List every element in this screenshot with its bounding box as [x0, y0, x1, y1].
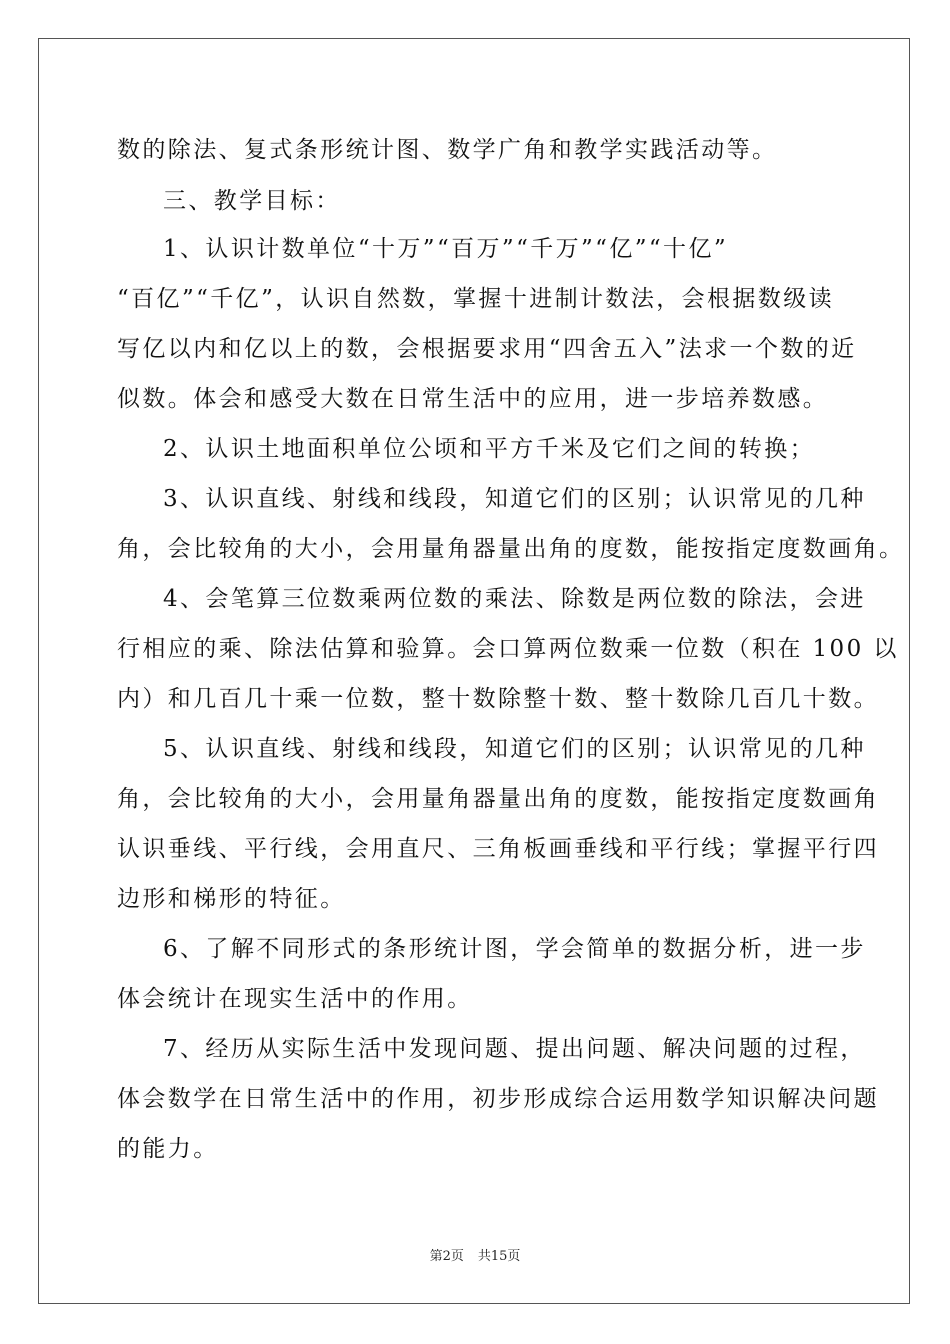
goal-1-line-1: 1、认识计数单位“十万”“百万”“千万”“亿”“十亿” [163, 236, 729, 262]
goal-4-line-1: 4、会笔算三位数乘两位数的乘法、除数是两位数的除法，会进 [163, 586, 866, 612]
page-footer [0, 1248, 950, 1266]
text-line-1: 数的除法、复式条形统计图、数学广角和教学实践活动等。 [117, 137, 778, 163]
goal-5-line-2: 角，会比较角的大小，会用量角器量出角的度数，能按指定度数画角 [117, 786, 879, 812]
goal-7-line-2: 体会数学在日常生活中的作用，初步形成综合运用数学知识解决问题 [117, 1086, 879, 1112]
goal-1-line-2: “百亿”“千亿”，认识自然数，掌握十进制计数法，会根据数级读 [117, 286, 835, 312]
goal-2-line-1: 2、认识土地面积单位公顷和平方千米及它们之间的转换； [163, 436, 816, 462]
section-heading: 三、教学目标： [163, 188, 341, 214]
goal-5-line-4: 边形和梯形的特征。 [117, 886, 346, 912]
goal-4-line-3: 内）和几百几十乘一位数，整十数除整十数、整十数除几百几十数。 [117, 686, 879, 712]
goal-3-line-2: 角，会比较角的大小，会用量角器量出角的度数，能按指定度数画角。 [117, 536, 905, 562]
goal-5-line-3: 认识垂线、平行线，会用直尺、三角板画垂线和平行线；掌握平行四 [117, 836, 879, 862]
goal-3-line-1: 3、认识直线、射线和线段，知道它们的区别；认识常见的几种 [163, 486, 866, 512]
goal-6-line-1: 6、了解不同形式的条形统计图，学会简单的数据分析，进一步 [163, 936, 866, 962]
page-number-total: 共15页 [477, 1249, 521, 1264]
goal-4-line-2: 行相应的乘、除法估算和验算。会口算两位数乘一位数（积在 100 以 [117, 636, 899, 662]
goal-5-line-1: 5、认识直线、射线和线段，知道它们的区别；认识常见的几种 [163, 736, 866, 762]
goal-6-line-2: 体会统计在现实生活中的作用。 [117, 986, 473, 1012]
goal-7-line-3: 的能力。 [117, 1136, 219, 1162]
page-number-current: 第2页 [429, 1249, 464, 1264]
goal-1-line-4: 似数。体会和感受大数在日常生活中的应用，进一步培养数感。 [117, 386, 829, 412]
goal-7-line-1: 7、经历从实际生活中发现问题、提出问题、解决问题的过程， [163, 1036, 866, 1062]
page-border [38, 38, 910, 1304]
goal-1-line-3: 写亿以内和亿以上的数，会根据要求用“四舍五入”法求一个数的近 [117, 336, 857, 362]
